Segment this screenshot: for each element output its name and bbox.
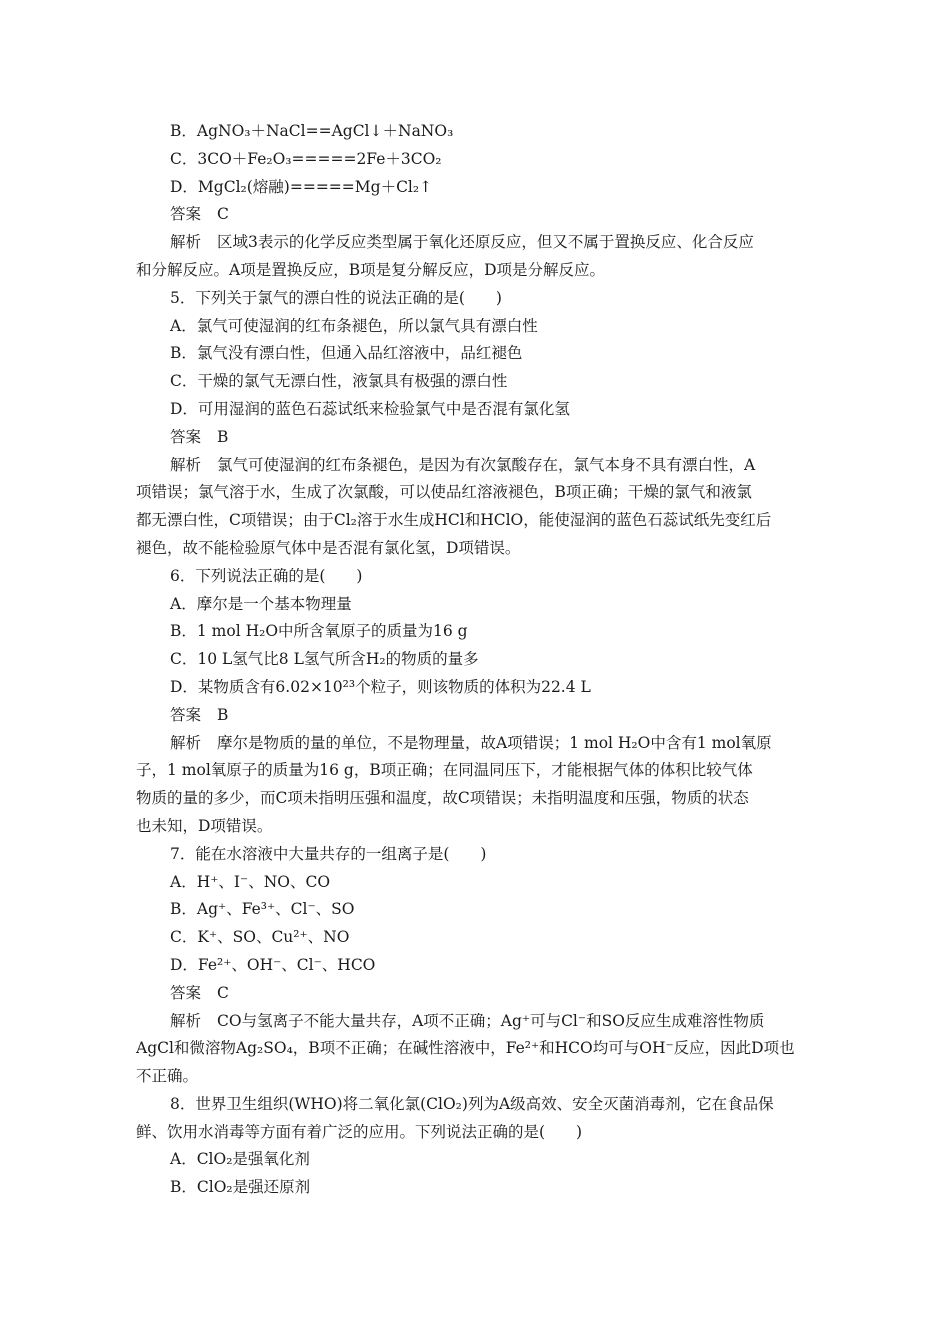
explanation-line — [0, 730, 950, 758]
line-text: 都无漂白性，C项错误；由于Cl₂溶于水生成HCl和HClO，能使湿润的蓝色石蕊试纸先变红后 — [136, 511, 772, 530]
answer-option — [0, 368, 950, 396]
line-text: D．Fe²⁺、OH⁻、Cl⁻、HCO — [170, 955, 376, 974]
line-text: B．ClO₂是强还原剂 — [170, 1178, 311, 1197]
line-text: 7．能在水溶液中大量共存的一组离子是( ) — [170, 844, 487, 863]
continuation-line — [0, 1119, 950, 1147]
line-text: 也未知，D项错误。 — [136, 816, 273, 835]
line-text: 摩尔是物质的量的单位，不是物理量，故A项错误；1 mol H₂O中含有1 mol氧原 — [217, 733, 772, 752]
answer-option — [0, 646, 950, 674]
explanation-label: 解析 — [170, 233, 202, 252]
question-stem — [0, 285, 950, 313]
line-text: C．K⁺、SO、Cu²⁺、NO — [170, 928, 350, 947]
answer-option — [0, 896, 950, 924]
answer-option — [0, 869, 950, 897]
answer-label: 答案 — [170, 205, 202, 224]
answer-label: 答案 — [170, 705, 202, 724]
explanation-label: 解析 — [170, 455, 202, 474]
line-text: B．AgNO₃＋NaCl==AgCl↓＋NaNO₃ — [170, 122, 454, 140]
answer-option — [0, 1174, 950, 1202]
line-text: D．可用湿润的蓝色石蕊试纸来检验氯气中是否混有氯化氢 — [170, 399, 570, 418]
question-stem — [0, 563, 950, 591]
line-text: C — [217, 205, 229, 224]
answer-option — [0, 313, 950, 341]
line-text: AgCl和微溶物Ag₂SO₄，B项不正确；在碱性溶液中，Fe²⁺和HCO均可与OH⁻反应，因此D项也 — [136, 1039, 795, 1058]
answer-option — [0, 396, 950, 424]
answer-label: 答案 — [170, 983, 202, 1002]
answer-option — [0, 674, 950, 702]
line-text: B — [217, 427, 229, 446]
line-text: 区域3表示的化学反应类型属于氧化还原反应，但又不属于置换反应、化合反应 — [217, 233, 754, 252]
continuation-line — [0, 479, 950, 507]
line-text: 项错误；氯气溶于水，生成了次氯酸，可以使品红溶液褪色，B项正确；干燥的氯气和液氯 — [136, 483, 752, 502]
line-text: 8．世界卫生组织(WHO)将二氧化氯(ClO₂)列为A级高效、安全灭菌消毒剂，它在食品保 — [170, 1094, 774, 1113]
line-text: 子，1 mol氧原子的质量为16 g，B项正确；在同温同压下，才能根据气体的体积比较气体 — [136, 761, 753, 780]
answer-line — [0, 201, 950, 229]
answer-line — [0, 980, 950, 1008]
continuation-line — [0, 535, 950, 563]
document-page — [0, 118, 950, 1202]
question-stem — [0, 841, 950, 869]
answer-label: 答案 — [170, 427, 202, 446]
answer-line — [0, 424, 950, 452]
answer-option — [0, 340, 950, 368]
line-text: A．氯气可使湿润的红布条褪色，所以氯气具有漂白性 — [170, 316, 538, 335]
line-text: 鲜、饮用水消毒等方面有着广泛的应用。下列说法正确的是( ) — [136, 1122, 583, 1141]
continuation-line — [0, 507, 950, 535]
line-text: A．ClO₂是强氧化剂 — [170, 1150, 310, 1169]
line-text: D．某物质含有6.02×10²³个粒子，则该物质的体积为22.4 L — [170, 677, 591, 696]
line-text: 不正确。 — [136, 1067, 199, 1086]
answer-option — [0, 924, 950, 952]
continuation-line — [0, 257, 950, 285]
continuation-line — [0, 1035, 950, 1063]
line-text: A．摩尔是一个基本物理量 — [170, 594, 352, 613]
line-text: 褪色，故不能检验原气体中是否混有氯化氢，D项错误。 — [136, 538, 521, 557]
explanation-line — [0, 452, 950, 480]
answer-option — [0, 1146, 950, 1174]
line-text: B — [217, 705, 229, 724]
line-text: C — [217, 983, 229, 1002]
continuation-line — [0, 757, 950, 785]
line-text: C．3CO＋Fe₂O₃=====2Fe＋3CO₂ — [170, 149, 442, 168]
answer-option — [0, 618, 950, 646]
explanation-label: 解析 — [170, 1011, 202, 1030]
answer-option — [0, 146, 950, 174]
answer-option — [0, 591, 950, 619]
line-text: 5．下列关于氯气的漂白性的说法正确的是( ) — [170, 288, 502, 307]
explanation-line — [0, 1008, 950, 1036]
question-stem — [0, 1091, 950, 1119]
line-text: 氯气可使湿润的红布条褪色，是因为有次氯酸存在，氯气本身不具有漂白性，A — [217, 455, 756, 474]
line-text: C．干燥的氯气无漂白性，液氯具有极强的漂白性 — [170, 372, 508, 391]
line-text: 物质的量的多少，而C项未指明压强和温度，故C项错误；未指明温度和压强，物质的状态 — [136, 789, 749, 808]
line-text: B．1 mol H₂O中所含氧原子的质量为16 g — [170, 622, 468, 641]
line-text: C．10 L氢气比8 L氢气所含H₂的物质的量多 — [170, 650, 479, 669]
explanation-label: 解析 — [170, 733, 202, 752]
explanation-line — [0, 229, 950, 257]
answer-option — [0, 174, 950, 202]
line-text: 和分解反应。A项是置换反应，B项是复分解反应，D项是分解反应。 — [136, 260, 606, 279]
line-text: D．MgCl₂(熔融)=====Mg＋Cl₂↑ — [170, 177, 433, 196]
line-text: B．氯气没有漂白性，但通入品红溶液中，品红褪色 — [170, 344, 523, 363]
continuation-line — [0, 1063, 950, 1091]
answer-option — [0, 952, 950, 980]
continuation-line — [0, 813, 950, 841]
answer-option — [0, 118, 950, 146]
continuation-line — [0, 785, 950, 813]
answer-line — [0, 702, 950, 730]
line-text: A．H⁺、I⁻、NO、CO — [170, 872, 331, 891]
line-text: CO与氢离子不能大量共存，A项不正确；Ag⁺可与Cl⁻和SO反应生成难溶性物质 — [217, 1011, 765, 1030]
line-text: 6．下列说法正确的是( ) — [170, 566, 363, 585]
line-text: B．Ag⁺、Fe³⁺、Cl⁻、SO — [170, 900, 355, 919]
